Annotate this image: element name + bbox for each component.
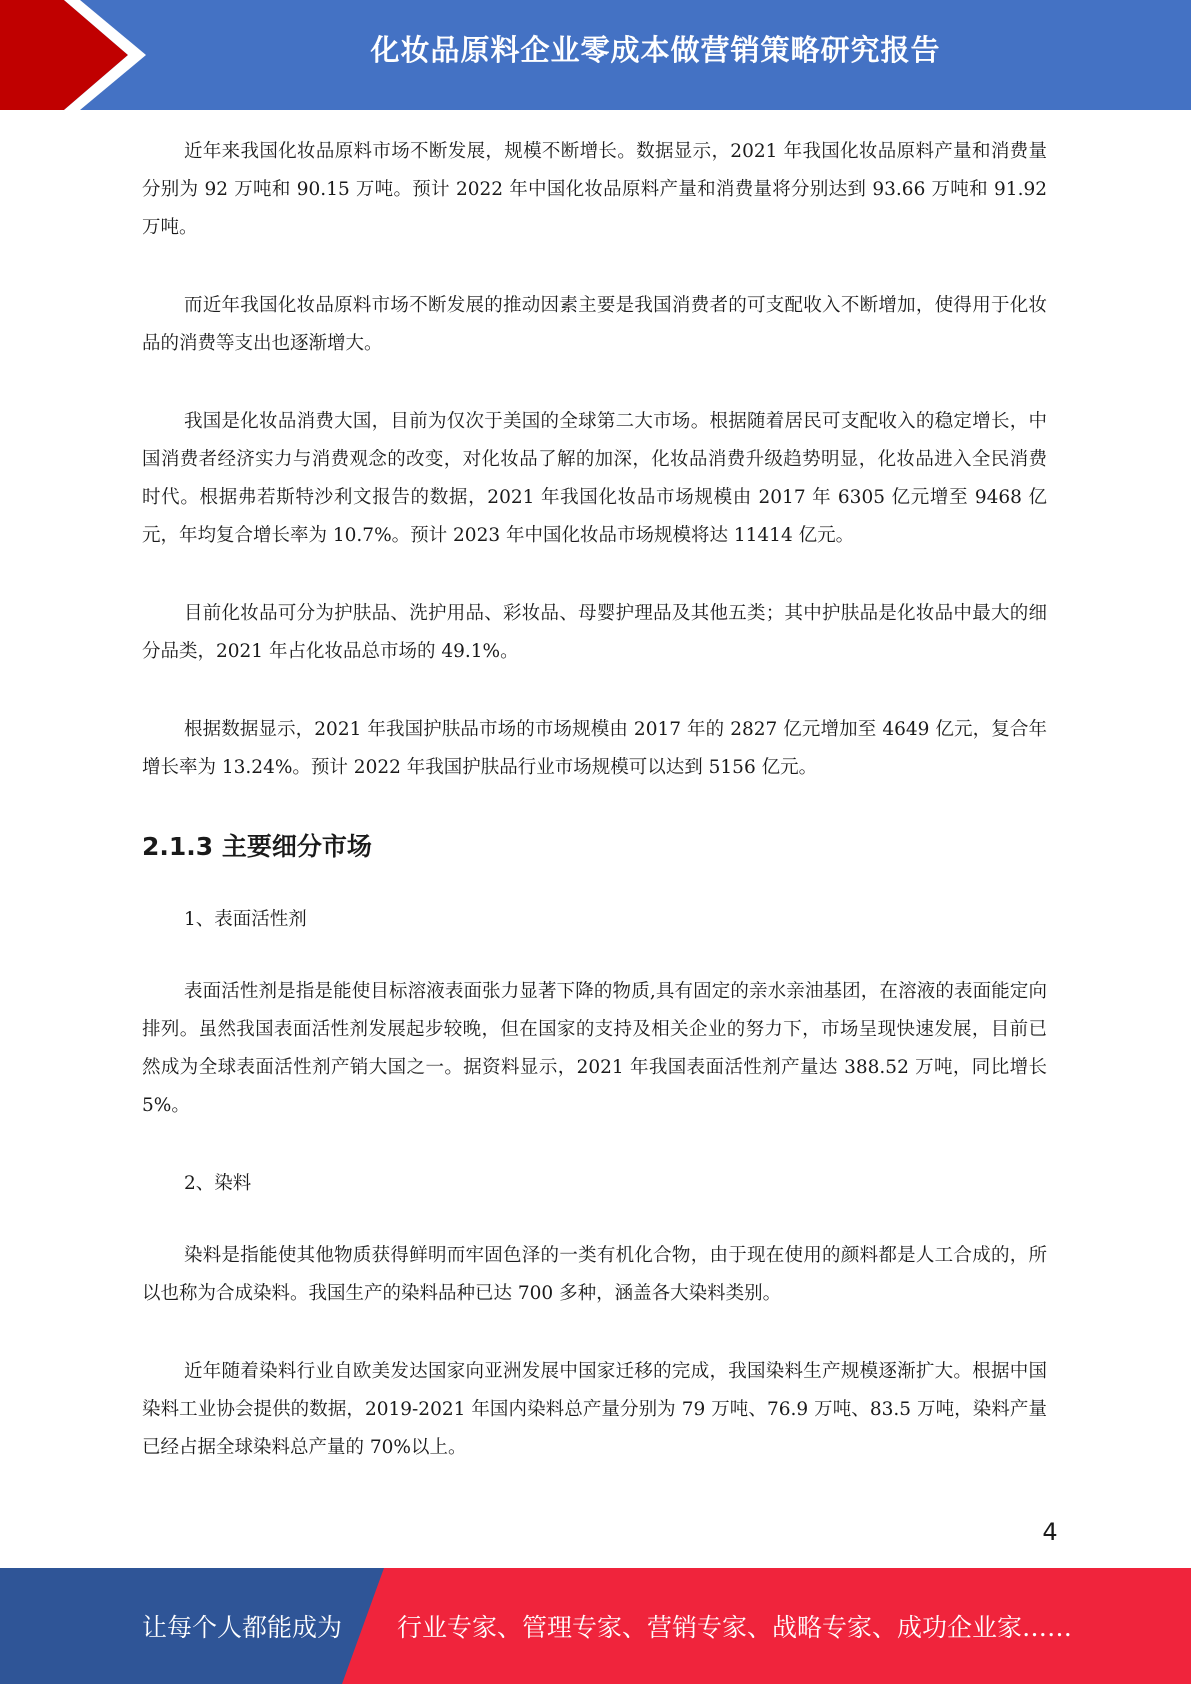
paragraph-dye-production: 近年随着染料行业自欧美发达国家向亚洲发展中国家迁移的完成，我国染料生产规模逐渐扩大。根据中国染料工业协会提供的数据，2019-2021 年国内染料总产量分别为 79 万吨、76.9 万吨、83.5 万吨，染料产量已经占据全球染料总产量的 70%以上。 [142,1361,1047,1458]
document-body [142,133,1047,1507]
paragraph-consumption-market: 我国是化妆品消费大国，目前为仅次于美国的全球第二大市场。根据随着居民可支配收入的稳定增长，中国消费者经济实力与消费观念的改变，对化妆品了解的加深，化妆品消费升级趋势明显，化妆品进入全民消费时代。根据弗若斯特沙利文报告的数据，2021 年我国化妆品市场规模由 2017 年 6305 亿元增至 9468 亿元，年均复合增长率为 10.7%。预计 2023 年中国化妆品市场规模将达 11414 亿元。 [142,411,1047,546]
paragraph-surfactant: 表面活性剂是指是能使目标溶液表面张力显著下降的物质,具有固定的亲水亲油基团，在溶液的表面能定向排列。虽然我国表面活性剂发展起步较晚，但在国家的支持及相关企业的努力下，市场呈现快速发展，目前已然成为全球表面活性剂产销大国之一。据资料显示，2021 年我国表面活性剂产量达 388.52 万吨，同比增长 5%。 [142,981,1047,1116]
header-red-chevron-decoration [0,0,160,110]
report-title: 化妆品原料企业零成本做营销策略研究报告 [370,33,941,67]
footer-slogan-left: 让每个人都能成为 [142,1613,343,1642]
paragraph-market-size: 近年来我国化妆品原料市场不断发展，规模不断增长。数据显示，2021 年我国化妆品原料产量和消费量分别为 92 万吨和 90.15 万吨。预计 2022 年中国化妆品原料产量和消费量将分别达到 93.66 万吨和 91.92 万吨。 [142,141,1047,238]
footer-slogan-right: 行业专家、管理专家、营销专家、战略专家、成功企业家…… [397,1613,1073,1642]
footer-banner [0,1568,1191,1684]
subsection-label-dye: 2、染料 [184,1173,252,1194]
header-banner [0,0,1191,110]
paragraph-category-split: 目前化妆品可分为护肤品、洗护用品、彩妆品、母婴护理品及其他五类；其中护肤品是化妆品中最大的细分品类，2021 年占化妆品总市场的 49.1%。 [142,603,1047,662]
subsection-label-surfactant: 1、表面活性剂 [184,909,307,930]
section-heading: 2.1.3 主要细分市场 [142,832,372,861]
paragraph-skincare-market: 根据数据显示，2021 年我国护肤品市场的市场规模由 2017 年的 2827 亿元增加至 4649 亿元，复合年增长率为 13.24%。预计 2022 年我国护肤品行业市场规模可以达到 5156 亿元。 [142,719,1047,778]
paragraph-dye-definition: 染料是指能使其他物质获得鲜明而牢固色泽的一类有机化合物，由于现在使用的颜料都是人工合成的，所以也称为合成染料。我国生产的染料品种已达 700 多种，涵盖各大染料类别。 [142,1245,1047,1304]
paragraph-driving-factors: 而近年我国化妆品原料市场不断发展的推动因素主要是我国消费者的可支配收入不断增加，使得用于化妆品的消费等支出也逐渐增大。 [142,295,1047,354]
page-number: 4 [1042,1518,1058,1546]
